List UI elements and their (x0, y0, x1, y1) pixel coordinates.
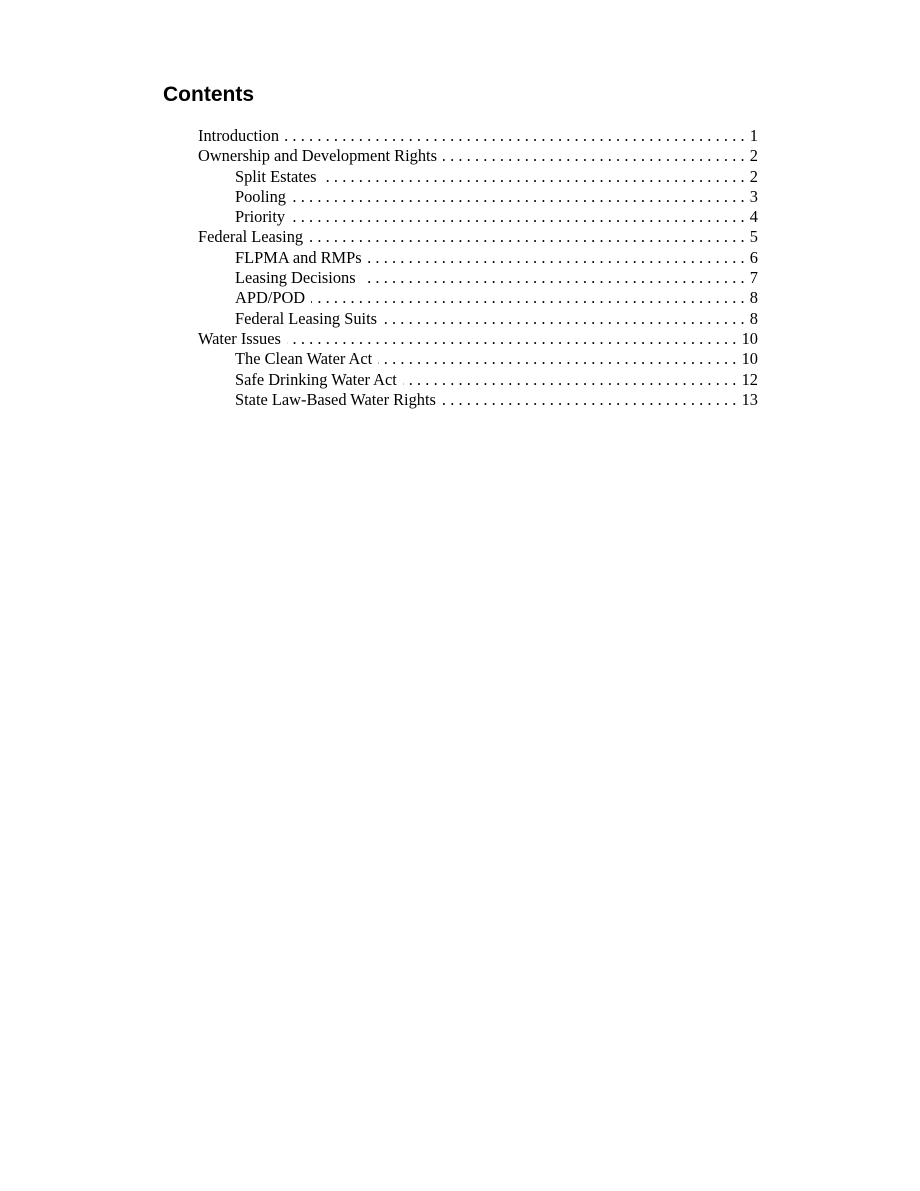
dot-leader (309, 227, 749, 247)
toc-entry-title: Water Issues (198, 328, 281, 348)
toc-entry-page: 2 (749, 166, 758, 186)
toc-entry-federal-leasing[interactable] (198, 227, 758, 247)
toc-entry-page: 8 (749, 288, 758, 308)
toc-entry-title: Ownership and Development Rights (198, 146, 437, 166)
toc-entry-page: 12 (741, 369, 758, 389)
dot-leader (368, 248, 749, 268)
toc-entry-ownership-and-development-rights[interactable] (198, 146, 758, 166)
dot-leader (362, 268, 749, 288)
toc-entry-water-issues[interactable] (198, 329, 758, 349)
toc-entry-page: 5 (749, 227, 758, 247)
toc-entry-introduction[interactable] (198, 126, 758, 146)
toc-entry-page: 4 (749, 207, 758, 227)
dot-leader (311, 288, 749, 308)
dot-leader (292, 187, 749, 207)
toc-entry-title: FLPMA and RMPs (235, 247, 362, 267)
toc-entry-title: Pooling (235, 186, 287, 206)
toc-entry-title: Priority (235, 207, 286, 227)
contents-heading: Contents (163, 83, 254, 106)
dot-leader (443, 146, 749, 166)
dot-leader (378, 349, 740, 369)
dot-leader (285, 126, 749, 146)
toc-entry-federal-leasing-suits[interactable] (198, 309, 758, 329)
dot-leader (403, 370, 741, 390)
dot-leader (287, 329, 741, 349)
dot-leader (291, 207, 749, 227)
dot-leader (442, 390, 741, 410)
toc-entry-title: Safe Drinking Water Act (235, 369, 397, 389)
toc-entry-flpma-and-rmps[interactable] (198, 248, 758, 268)
toc-entry-the-clean-water-act[interactable] (198, 349, 758, 369)
toc-entry-page: 2 (749, 146, 758, 166)
toc-entry-page: 8 (749, 308, 758, 328)
toc-entry-title: APD/POD (235, 288, 306, 308)
toc-entry-page: 3 (749, 186, 758, 206)
toc-entry-page: 1 (749, 126, 758, 145)
toc-entry-title: Federal Leasing Suits (235, 308, 378, 328)
toc-entry-page: 10 (741, 328, 758, 348)
toc-entry-page: 13 (741, 389, 758, 409)
toc-entry-safe-drinking-water-act[interactable] (198, 370, 758, 390)
dot-leader (323, 167, 749, 187)
toc-entry-apd-pod[interactable] (198, 288, 758, 308)
toc-entry-pooling[interactable] (198, 187, 758, 207)
toc-entry-page: 6 (749, 247, 758, 267)
toc-entry-title: Federal Leasing (198, 227, 304, 247)
toc-entry-page: 7 (749, 268, 758, 288)
toc-entry-split-estates[interactable] (198, 167, 758, 187)
toc-entry-priority[interactable] (198, 207, 758, 227)
toc-entry-title: Leasing Decisions (235, 268, 356, 288)
toc-entry-state-law-based-water-rights[interactable] (198, 390, 758, 410)
toc-entry-title: Split Estates (235, 166, 317, 186)
toc-entry-leasing-decisions[interactable] (198, 268, 758, 288)
table-of-contents (198, 126, 758, 410)
toc-entry-title: Introduction (198, 126, 280, 145)
toc-entry-title: The Clean Water Act (235, 349, 373, 369)
toc-entry-page: 10 (741, 349, 758, 369)
toc-entry-title: State Law-Based Water Rights (235, 389, 436, 409)
dot-leader (383, 309, 749, 329)
